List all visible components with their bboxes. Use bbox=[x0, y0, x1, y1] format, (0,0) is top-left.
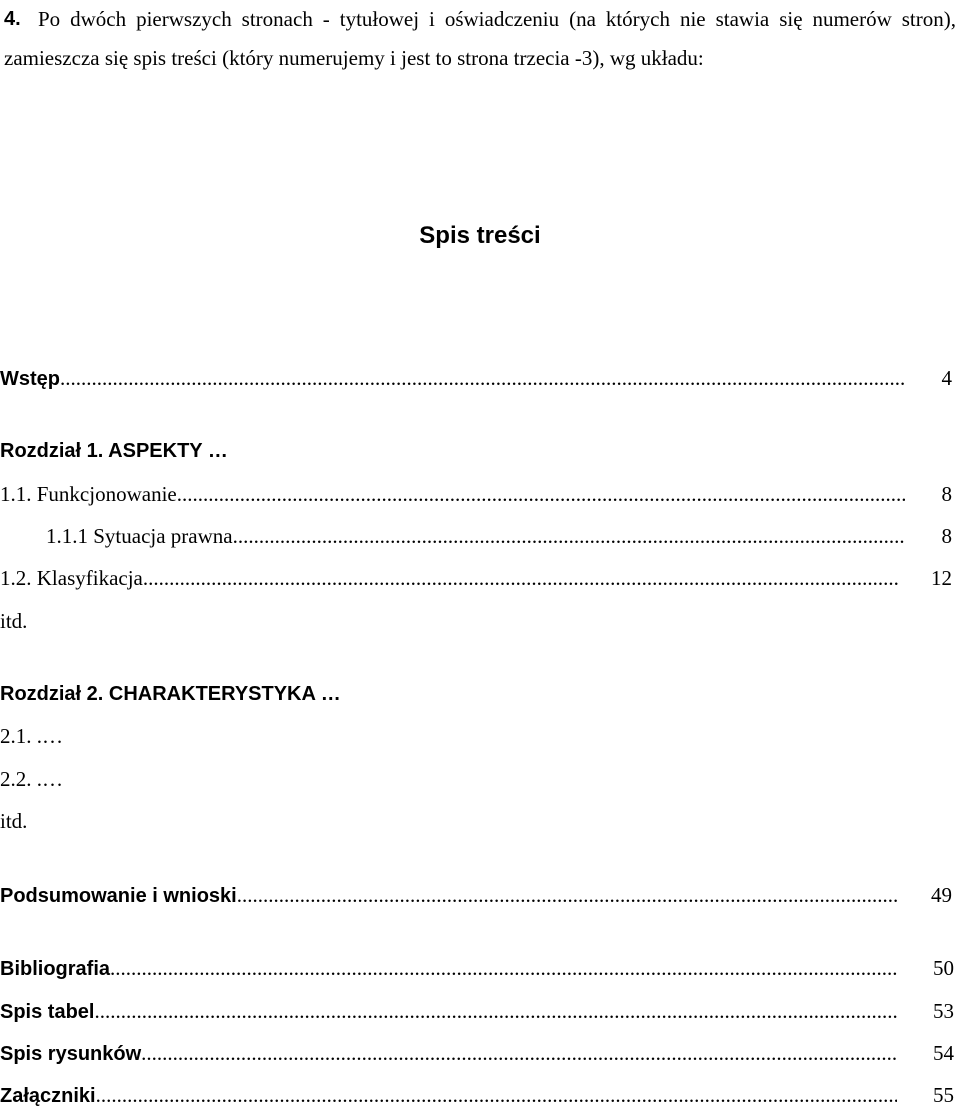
toc-entry-spis-tabel bbox=[0, 996, 960, 1026]
leader-dots bbox=[110, 956, 897, 980]
toc-entry-label: 1.1. Funkcjonowanie bbox=[0, 482, 177, 506]
leader-dots bbox=[177, 482, 905, 506]
toc-entry-page: 49 bbox=[931, 883, 952, 907]
toc-entry-2-2: 2.2. .… bbox=[0, 767, 63, 791]
intro-paragraph bbox=[4, 0, 956, 78]
toc-etc-1: itd. bbox=[0, 609, 28, 633]
toc-entry-page: 8 bbox=[941, 524, 952, 548]
toc-entry-podsumowanie bbox=[0, 880, 960, 910]
toc-entry-page: 55 bbox=[933, 1083, 954, 1107]
leader-dots bbox=[60, 366, 905, 390]
toc-chapter-1: Rozdział 1. ASPEKTY … bbox=[0, 440, 228, 462]
intro-text: Po dwóch pierwszych stronach - tytułowej i oświadczeniu (na których nie stawia się numerów stron), zamieszcza się spis treści (który numerujemy i jest to strona trzecia -3), wg układu: bbox=[4, 7, 956, 70]
toc-entry-page: 53 bbox=[933, 999, 954, 1023]
toc-entry-page: 50 bbox=[933, 956, 954, 980]
toc-etc-2: itd. bbox=[0, 809, 28, 833]
toc-entry-label: Załączniki bbox=[0, 1085, 96, 1107]
leader-dots bbox=[96, 1083, 897, 1107]
item-number: 4. bbox=[4, 8, 21, 30]
leader-dots bbox=[94, 999, 897, 1023]
leader-dots bbox=[237, 883, 898, 907]
toc-entry-spis-rysunkow bbox=[0, 1038, 960, 1068]
toc-entry-label: Spis rysunków bbox=[0, 1043, 142, 1065]
toc-entry-label: Podsumowanie i wnioski bbox=[0, 885, 237, 907]
toc-entry-1-1-1 bbox=[0, 521, 960, 551]
toc-chapter-2: Rozdział 2. CHARAKTERYSTYKA … bbox=[0, 683, 341, 705]
toc-entry-bibliografia bbox=[0, 953, 960, 983]
leader-dots bbox=[141, 1041, 897, 1065]
toc-entry-page: 54 bbox=[933, 1041, 954, 1065]
toc-entry-label: Spis tabel bbox=[0, 1001, 95, 1023]
toc-entry-page: 4 bbox=[941, 366, 952, 390]
toc-entry-1-2 bbox=[0, 563, 960, 593]
toc-entry-label: 1.1.1 Sytuacja prawna bbox=[46, 524, 233, 548]
toc-entry-1-1 bbox=[0, 479, 960, 509]
toc-entry-label: Wstęp bbox=[0, 368, 60, 390]
toc-entry-label: 1.2. Klasyfikacja bbox=[0, 566, 143, 590]
toc-entry-page: 12 bbox=[931, 566, 952, 590]
toc-entry-page: 8 bbox=[941, 482, 952, 506]
toc-entry-wstep bbox=[0, 363, 960, 393]
toc-title: Spis treści bbox=[419, 222, 541, 249]
toc-entry-label: Bibliografia bbox=[0, 958, 111, 980]
leader-dots bbox=[143, 566, 898, 590]
leader-dots bbox=[233, 524, 905, 548]
toc-entry-2-1: 2.1. .… bbox=[0, 724, 63, 748]
toc-entry-zalaczniki bbox=[0, 1080, 960, 1110]
